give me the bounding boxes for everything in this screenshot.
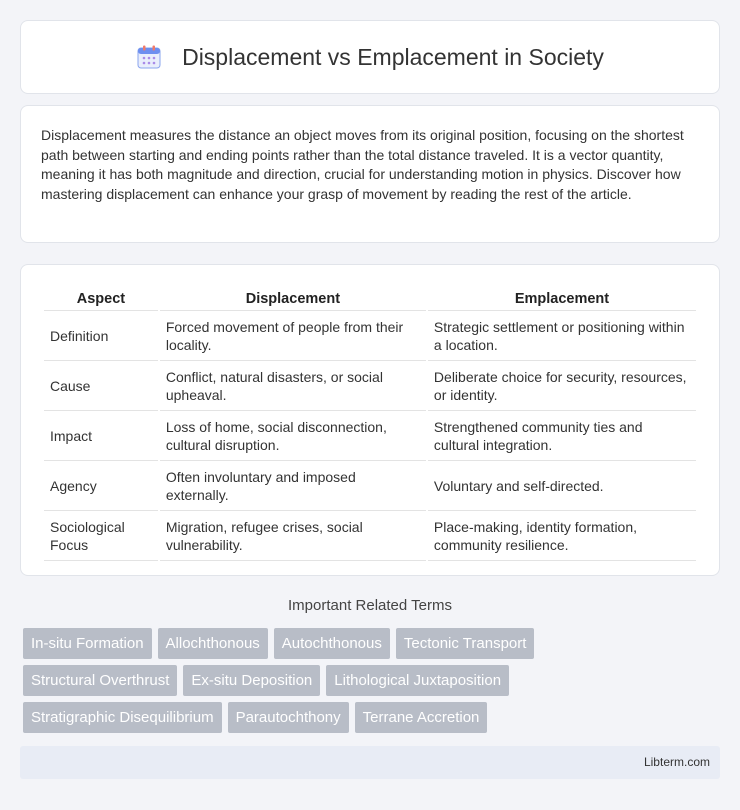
table-row [44, 513, 696, 561]
tag-terrane-accretion[interactable]: Terrane Accretion [355, 702, 488, 733]
comparison-table-card [20, 264, 720, 576]
table-row [44, 363, 696, 411]
footer-site-link[interactable]: Libterm.com [643, 755, 710, 769]
table-cell: Strategic settlement or positioning within a location. [428, 313, 696, 361]
table-cell: Cause [44, 363, 158, 411]
table-cell: Impact [44, 413, 158, 461]
tag-stratigraphic-disequilibrium[interactable]: Stratigraphic Disequilibrium [23, 702, 222, 733]
tag-row [23, 702, 723, 733]
table-header-row [44, 287, 696, 311]
table-cell: Place-making, identity formation, community resilience. [428, 513, 696, 561]
tag-allochthonous[interactable]: Allochthonous [158, 628, 268, 659]
table-cell: Loss of home, social disconnection, cultural disruption. [160, 413, 426, 461]
related-terms-list [23, 628, 723, 739]
table-cell: Sociological Focus [44, 513, 158, 561]
intro-card [20, 105, 720, 243]
page-title: Displacement vs Emplacement in Society [182, 43, 604, 70]
table-row [44, 463, 696, 511]
calendar-icon [136, 44, 162, 70]
tag-row [23, 628, 723, 659]
related-terms-title: Important Related Terms [288, 597, 452, 614]
tag-lithological-juxtaposition[interactable]: Lithological Juxtaposition [326, 665, 509, 696]
table-cell: Often involuntary and imposed externally. [160, 463, 426, 511]
table-cell: Definition [44, 313, 158, 361]
comparison-table [42, 285, 698, 563]
tag-row [23, 665, 723, 696]
header-displacement: Displacement [160, 287, 426, 311]
table-cell: Agency [44, 463, 158, 511]
table-cell: Deliberate choice for security, resources, or identity. [428, 363, 696, 411]
tag-ex-situ-deposition[interactable]: Ex-situ Deposition [183, 665, 320, 696]
table-row [44, 313, 696, 361]
tag-autochthonous[interactable]: Autochthonous [274, 628, 390, 659]
table-cell: Conflict, natural disasters, or social upheaval. [160, 363, 426, 411]
tag-tectonic-transport[interactable]: Tectonic Transport [396, 628, 535, 659]
tag-in-situ-formation[interactable]: In-situ Formation [23, 628, 152, 659]
tag-structural-overthrust[interactable]: Structural Overthrust [23, 665, 177, 696]
footer [20, 746, 720, 779]
intro-paragraph: Displacement measures the distance an object moves from its original position, focusing on the shortest path between starting and ending points rather than the total distance traveled. It is a vector quantity, meaning it has both magnitude and direction, crucial for understanding motion in physics. Discover how mastering displacement can enhance your grasp of movement by reading the rest of the article. [41, 127, 684, 202]
header-emplacement: Emplacement [428, 287, 696, 311]
table-cell: Forced movement of people from their locality. [160, 313, 426, 361]
table-cell: Strengthened community ties and cultural integration. [428, 413, 696, 461]
table-cell: Voluntary and self-directed. [428, 463, 696, 511]
table-cell: Migration, refugee crises, social vulnerability. [160, 513, 426, 561]
header-aspect: Aspect [44, 287, 158, 311]
header-card [20, 20, 720, 94]
tag-parautochthony[interactable]: Parautochthony [228, 702, 349, 733]
table-row [44, 413, 696, 461]
